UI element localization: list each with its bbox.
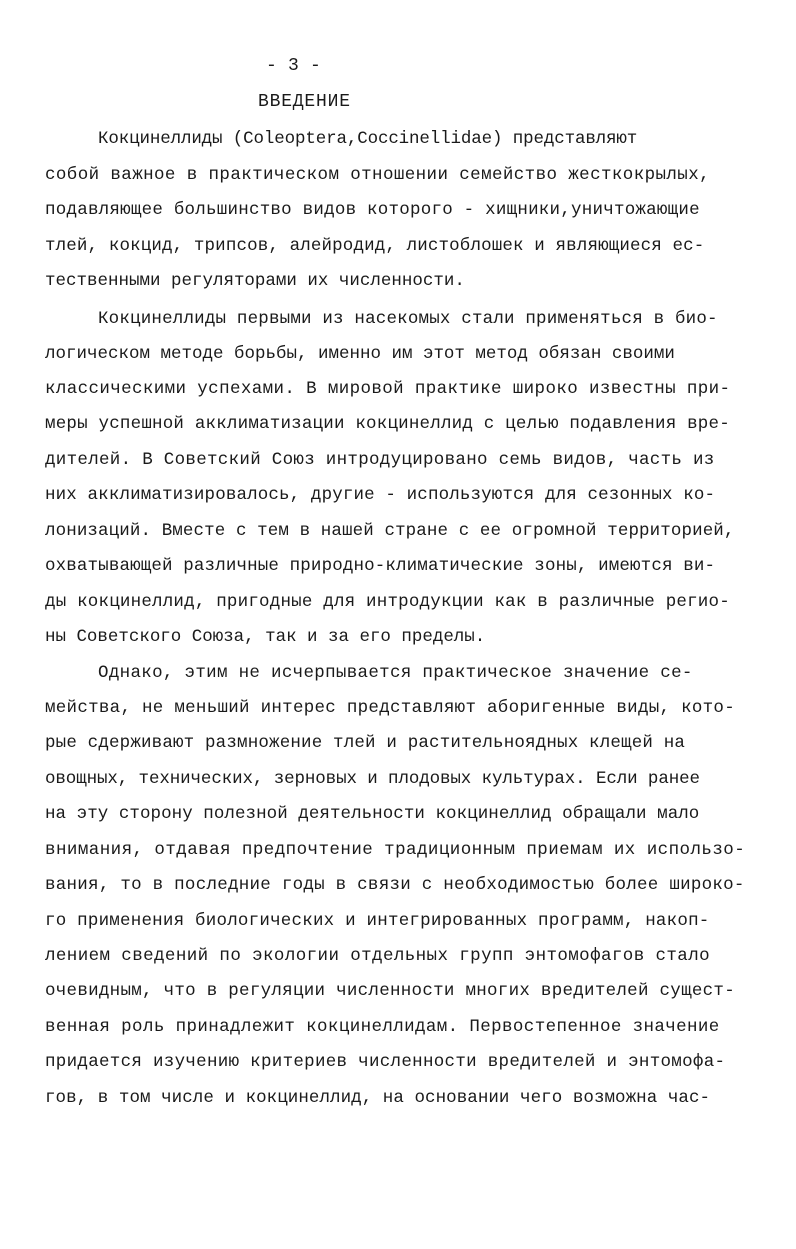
- text-line: тественными регуляторами их численности.: [45, 271, 465, 291]
- text-line: рые сдерживают размножение тлей и растительноядных клещей на: [45, 733, 686, 753]
- text-line: классическими успехами. В мировой практике широко известны при-: [45, 379, 731, 399]
- text-line: го применения биологических и интегрированных программ, накоп-: [45, 911, 710, 931]
- text-line: лением сведений по экологии отдельных групп энтомофагов стало: [45, 946, 711, 966]
- text-line: овощных, технических, зерновых и плодовых культурах. Если ранее: [45, 769, 700, 789]
- page-number: - 3 -: [266, 56, 322, 76]
- text-line: лонизаций. Вместе с тем в нашей стране с ее огромной территорией,: [45, 521, 735, 541]
- text-line: меры успешной акклиматизации кокцинеллид с целью подавления вре-: [45, 414, 730, 434]
- text-line: собой важное в практическом отношении семейство жесткокрылых,: [45, 165, 711, 185]
- text-line: на эту сторону полезной деятельности кокцинеллид обращали мало: [45, 804, 700, 824]
- text-line: подавляющее большинство видов которого - хищники,уничтожающие: [45, 200, 700, 220]
- text-line: придается изучению критериев численности вредителей и энтомофа-: [45, 1052, 726, 1072]
- text-line: дителей. В Советский Союз интродуцировано семь видов, часть из: [45, 450, 715, 470]
- section-heading: ВВЕДЕНИЕ: [258, 92, 351, 112]
- text-line: них акклиматизировалось, другие - используются для сезонных ко-: [45, 485, 716, 505]
- text-line: мейства, не меньший интерес представляют аборигенные виды, кото-: [45, 698, 735, 718]
- text-line: логическом методе борьбы, именно им этот метод обязан своими: [45, 344, 675, 364]
- text-line: очевидным, что в регуляции численности многих вредителей сущест-: [45, 981, 735, 1001]
- text-line: Кокцинеллиды первыми из насекомых стали применяться в био-: [98, 309, 718, 329]
- text-line: ны Советского Союза, так и за его пределы.: [45, 627, 486, 647]
- text-line: охватывающей различные природно-климатические зоны, имеются ви-: [45, 556, 716, 576]
- text-line: внимания, отдавая предпочтение традиционным приемам их использо-: [45, 840, 746, 860]
- text-line: Однако, этим не исчерпывается практическое значение се-: [98, 663, 693, 683]
- text-line: Кокцинеллиды (Coleoptera,Coccinellidae) представляют: [98, 129, 638, 149]
- text-line: венная роль принадлежит кокцинеллидам. Первостепенное значение: [45, 1017, 720, 1037]
- text-line: гов, в том числе и кокцинеллид, на основании чего возможна час-: [45, 1088, 711, 1108]
- text-line: вания, то в последние годы в связи с необходимостью более широко-: [45, 875, 745, 895]
- text-line: ды кокцинеллид, пригодные для интродукции как в различные регио-: [45, 592, 730, 612]
- text-line: тлей, кокцид, трипсов, алейродид, листоблошек и являющиеся ес-: [45, 236, 705, 256]
